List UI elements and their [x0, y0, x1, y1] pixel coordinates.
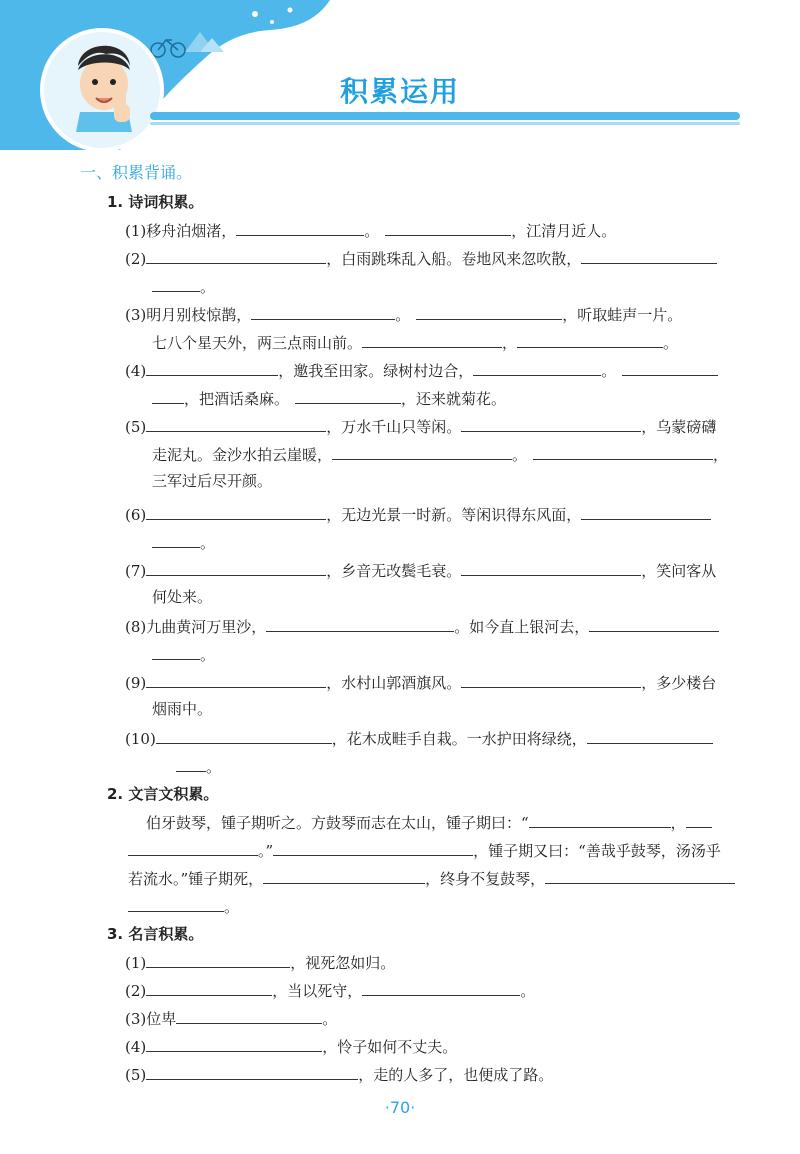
answer-blank[interactable]: [533, 443, 713, 460]
q1-line-6b: [152, 531, 215, 553]
answer-blank[interactable]: [156, 727, 332, 744]
answer-blank[interactable]: [146, 1035, 322, 1052]
answer-blank[interactable]: [581, 247, 717, 264]
answer-blank[interactable]: [589, 615, 719, 632]
text-segment: (2): [125, 250, 147, 268]
q3-line-4: [125, 1035, 457, 1057]
text-segment: ，水村山郭酒旗风。: [326, 674, 462, 692]
text-segment: ，还来就菊花。: [401, 390, 507, 408]
text-segment: ，白雨跳珠乱入船。卷地风来忽吹散，: [326, 250, 582, 268]
answer-blank[interactable]: [146, 951, 290, 968]
text-segment: ，视死忽如归。: [290, 954, 396, 972]
answer-blank[interactable]: [266, 615, 454, 632]
text-segment: (2): [125, 982, 147, 1000]
text-segment: ，当以死守，: [272, 982, 363, 1000]
q1-line-2b: [152, 275, 215, 297]
text-segment: 三军过后尽开颜。: [152, 472, 273, 490]
q1-line-10b: [176, 755, 221, 777]
text-segment: ，笑问客从: [641, 562, 717, 580]
answer-blank[interactable]: [461, 415, 641, 432]
text-segment: (8)九曲黄河万里沙，: [125, 618, 267, 636]
text-segment: 走泥丸。金沙水拍云崖暖，: [152, 446, 333, 464]
answer-blank[interactable]: [362, 331, 502, 348]
answer-blank[interactable]: [622, 359, 718, 376]
page-number: ·70·: [384, 1098, 416, 1117]
q1-line-6: [125, 503, 711, 525]
text-segment: (1): [125, 954, 147, 972]
answer-blank[interactable]: [146, 415, 326, 432]
answer-blank[interactable]: [128, 839, 258, 856]
q1-line-2: [125, 247, 717, 269]
answer-blank[interactable]: [152, 387, 184, 404]
answer-blank[interactable]: [152, 643, 200, 660]
text-segment: ，怜子如何不丈夫。: [322, 1038, 458, 1056]
subheading-classical: 2. 文言文积累。: [107, 785, 219, 803]
text-segment: 。: [322, 1010, 338, 1028]
text-segment: 。如今直上银河去，: [454, 618, 590, 636]
q1-line-7b: [152, 587, 212, 607]
text-segment: 。: [512, 446, 528, 464]
q2-line-1: [146, 811, 712, 833]
text-segment: ，走的人多了，也便成了路。: [358, 1066, 554, 1084]
text-segment: ，邀我至田家。绿树村边合，: [278, 362, 474, 380]
text-segment: ，听取蛙声一片。: [562, 306, 683, 324]
answer-blank[interactable]: [146, 247, 326, 264]
q1-line-8: [125, 615, 719, 637]
q1-line-1: [125, 219, 616, 241]
text-segment: ，无边光景一时新。等闲识得东风面，: [326, 506, 582, 524]
text-segment: 。: [364, 222, 380, 240]
answer-blank[interactable]: [461, 671, 641, 688]
text-segment: ，花木成畦手自栽。一水护田将绿绕，: [331, 730, 587, 748]
answer-blank[interactable]: [128, 895, 224, 912]
text-segment: (5): [125, 1066, 147, 1084]
section-heading: 一、积累背诵。: [80, 163, 193, 182]
text-segment: (1)移舟泊烟渚，: [125, 222, 237, 240]
text-segment: 。: [206, 758, 222, 776]
text-segment: 何处来。: [152, 588, 213, 606]
text-segment: (4): [125, 1038, 147, 1056]
subheading-poetry: 1. 诗词积累。: [107, 193, 204, 211]
text-segment: (9): [125, 674, 147, 692]
q3-line-2: [125, 979, 535, 1001]
answer-blank[interactable]: [146, 559, 326, 576]
answer-blank[interactable]: [263, 867, 425, 884]
text-segment: 烟雨中。: [152, 700, 213, 718]
page-title: 积累运用: [339, 75, 460, 108]
text-segment: 。: [200, 646, 216, 664]
answer-blank[interactable]: [332, 443, 512, 460]
text-segment: (7): [125, 562, 147, 580]
q1-line-7: [125, 559, 716, 581]
answer-blank[interactable]: [146, 503, 326, 520]
answer-blank[interactable]: [146, 671, 326, 688]
text-segment: 若流水。”锺子期死，: [128, 870, 264, 888]
text-segment: 。: [200, 278, 216, 296]
q2-line-2: [128, 839, 721, 861]
q2-line-3: [128, 867, 735, 889]
answer-blank[interactable]: [146, 359, 278, 376]
text-segment: (3)位卑: [125, 1010, 177, 1028]
q1-line-5b: [152, 443, 728, 465]
answer-blank[interactable]: [152, 275, 200, 292]
answer-blank[interactable]: [581, 503, 711, 520]
q1-line-4b: [152, 387, 506, 409]
q2-line-4: [128, 895, 239, 917]
q3-line-5: [125, 1063, 553, 1085]
text-segment: (3)明月别枝惊鹊，: [125, 306, 252, 324]
text-segment: 。: [520, 982, 536, 1000]
q1-line-5c: [152, 471, 272, 491]
answer-blank[interactable]: [236, 219, 364, 236]
text-segment: 。”: [258, 842, 274, 860]
q1-line-5: [125, 415, 716, 437]
text-segment: 伯牙鼓琴，锺子期听之。方鼓琴而志在太山，锺子期曰：“: [146, 814, 529, 832]
text-segment: ，万水千山只等闲。: [326, 418, 462, 436]
subheading-sayings: 3. 名言积累。: [107, 925, 204, 943]
text-segment: ，: [713, 446, 729, 464]
q1-line-3b: [152, 331, 678, 353]
text-segment: 。: [224, 898, 240, 916]
text-segment: 。: [395, 306, 411, 324]
q1-line-9b: [152, 699, 212, 719]
text-segment: (6): [125, 506, 147, 524]
q1-line-4: [125, 359, 718, 381]
answer-blank[interactable]: [416, 303, 562, 320]
text-segment: ，江清月近人。: [511, 222, 617, 240]
text-segment: ，终身不复鼓琴，: [425, 870, 546, 888]
text-segment: (4): [125, 362, 147, 380]
text-segment: ，: [670, 814, 686, 832]
q3-line-1: [125, 951, 395, 973]
answer-blank[interactable]: [251, 303, 395, 320]
answer-blank[interactable]: [517, 331, 663, 348]
q3-line-3: [125, 1007, 337, 1029]
answer-blank[interactable]: [529, 811, 671, 828]
text-segment: 七八个星天外，两三点雨山前。: [152, 334, 363, 352]
text-segment: 。: [601, 362, 617, 380]
text-segment: ，多少楼台: [641, 674, 717, 692]
text-segment: (10): [125, 730, 156, 748]
answer-blank[interactable]: [176, 1007, 322, 1024]
text-segment: ，乌蒙磅礴: [641, 418, 717, 436]
answer-blank[interactable]: [461, 559, 641, 576]
answer-blank[interactable]: [152, 531, 200, 548]
text-segment: 。: [663, 334, 679, 352]
answer-blank[interactable]: [545, 867, 735, 884]
answer-blank[interactable]: [473, 359, 601, 376]
answer-blank[interactable]: [146, 1063, 358, 1080]
q1-line-10: [125, 727, 713, 749]
answer-blank[interactable]: [587, 727, 713, 744]
answer-blank[interactable]: [295, 387, 401, 404]
q1-line-3: [125, 303, 682, 325]
answer-blank[interactable]: [362, 979, 520, 996]
q1-line-9: [125, 671, 716, 693]
header-banner: [0, 0, 800, 160]
answer-blank[interactable]: [176, 755, 206, 772]
answer-blank[interactable]: [146, 979, 272, 996]
text-segment: ，乡音无改鬓毛衰。: [326, 562, 462, 580]
text-segment: (5): [125, 418, 147, 436]
text-segment: 。: [200, 534, 216, 552]
answer-blank[interactable]: [385, 219, 511, 236]
text-segment: ，: [502, 334, 518, 352]
answer-blank[interactable]: [273, 839, 473, 856]
q1-line-8b: [152, 643, 215, 665]
text-segment: ，把酒话桑麻。: [184, 390, 290, 408]
answer-blank[interactable]: [686, 811, 712, 828]
text-segment: ，锺子期又曰：“善哉乎鼓琴，汤汤乎: [473, 842, 721, 860]
